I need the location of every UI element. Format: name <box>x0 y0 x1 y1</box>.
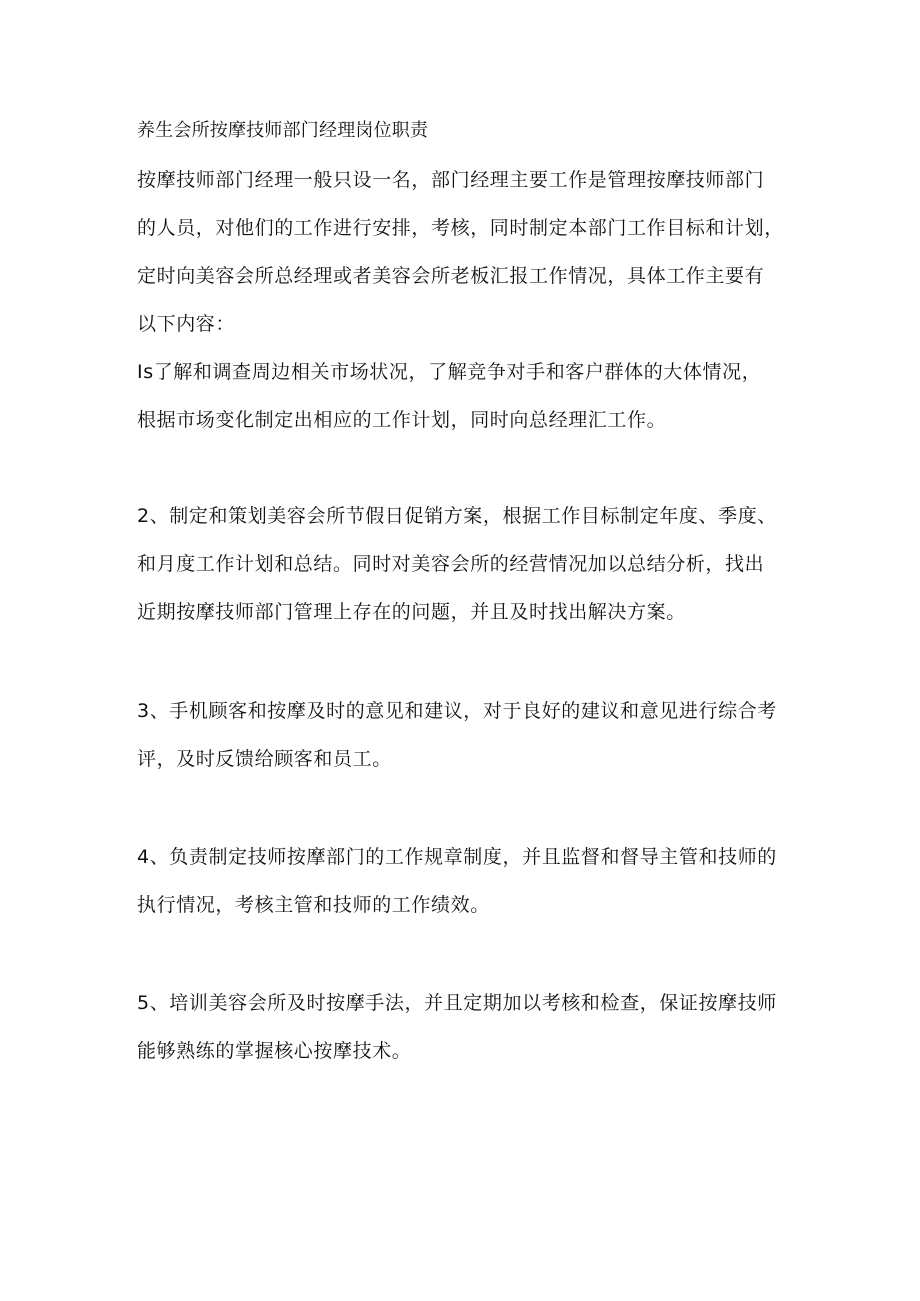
item-1-line-2: 根据市场变化制定出相应的工作计划，同时向总经理汇工作。 <box>137 409 667 431</box>
item-5-line-2: 能够熟练的掌握核心按摩技术。 <box>137 1040 412 1062</box>
intro-line-3: 定时向美容会所总经理或者美容会所老板汇报工作情况，具体工作主要有 <box>137 265 765 287</box>
item-1-line-1: Is了解和调查周边相关市场状况，了解竞争对手和客户群体的大体情况， <box>137 361 762 383</box>
item-5-line-1: 5、培训美容会所及时按摩手法，并且定期加以考核和检查，保证按摩技师 <box>137 992 777 1014</box>
item-4-line-2: 执行情况，考核主管和技师的工作绩效。 <box>137 894 490 916</box>
item-4-line-1: 4、负责制定技师按摩部门的工作规章制度，并且监督和督导主管和技师的 <box>137 846 777 868</box>
item-3-line-2: 评，及时反馈给顾客和员工。 <box>137 748 392 770</box>
document-title: 养生会所按摩技师部门经理岗位职责 <box>137 120 429 141</box>
intro-line-2: 的人员，对他们的工作进行安排，考核，同时制定本部门工作目标和计划， <box>137 217 784 239</box>
item-2-line-2: 和月度工作计划和总结。同时对美容会所的经营情况加以总结分析，找出 <box>137 553 765 575</box>
item-2-line-1: 2、制定和策划美容会所节假日促销方案，根据工作目标制定年度、季度、 <box>137 505 777 527</box>
intro-line-1: 按摩技师部门经理一般只设一名，部门经理主要工作是管理按摩技师部门 <box>137 169 765 191</box>
intro-line-4: 以下内容： <box>137 313 236 335</box>
item-2-line-3: 近期按摩技师部门管理上存在的问题，并且及时找出解决方案。 <box>137 601 686 623</box>
item-3-line-1: 3、手机顾客和按摩及时的意见和建议，对于良好的建议和意见进行综合考 <box>137 700 777 722</box>
